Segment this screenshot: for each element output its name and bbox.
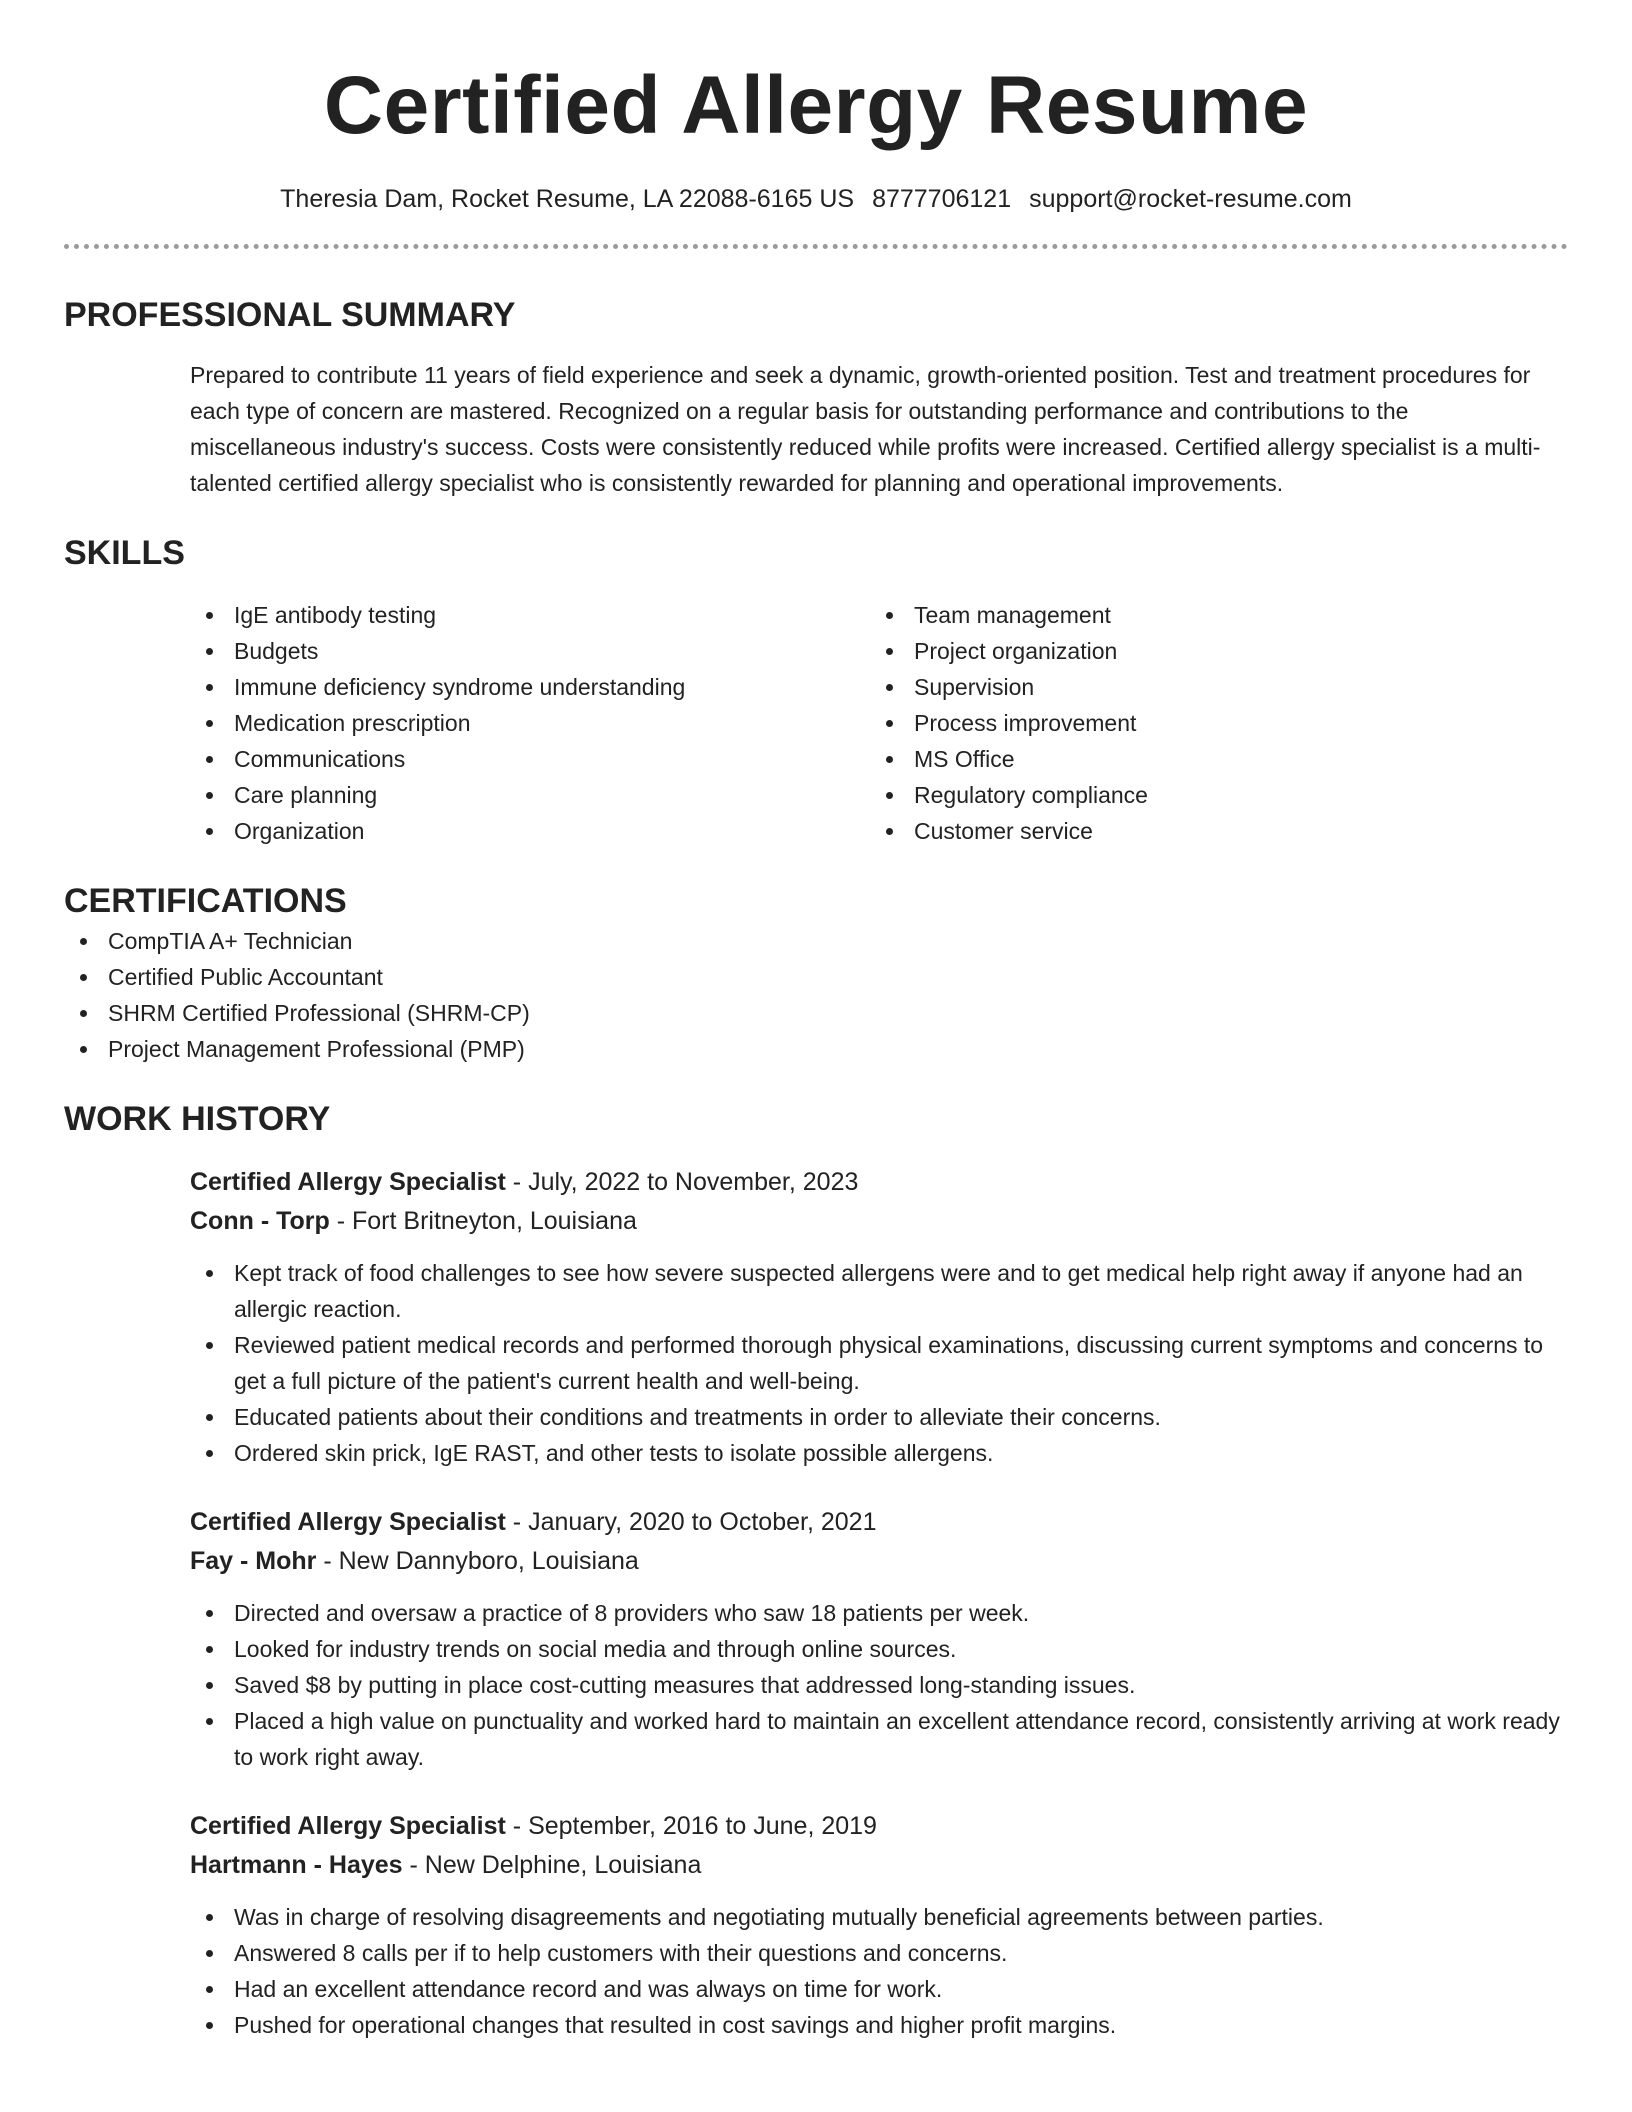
job-dates: September, 2016 to June, 2019 xyxy=(528,1812,877,1840)
certification-item: Certified Public Accountant xyxy=(64,959,1424,995)
skill-item: IgE antibody testing xyxy=(190,597,870,633)
job-duty: Looked for industry trends on social media and through online sources. xyxy=(190,1631,1560,1667)
job-title: Certified Allergy Specialist xyxy=(190,1168,506,1196)
summary-text: Prepared to contribute 11 years of field experience and seek a dynamic, growth-oriented position. Test and treatment procedures for each type of concern are mastered. Recognized on a regular basis for outstanding performance and contributions to the miscellaneous industry's success. Costs were consistently reduced while profits were increased. Certified allergy specialist is a multi-talented certified allergy specialist who is consistently rewarded for planning and operational improvements. xyxy=(190,362,1541,496)
job-duty: Educated patients about their conditions and treatments in order to alleviate their concerns. xyxy=(190,1399,1560,1435)
job-entry xyxy=(190,1163,1560,1471)
job-title: Certified Allergy Specialist xyxy=(190,1508,506,1536)
certification-item: CompTIA A+ Technician xyxy=(64,923,1424,959)
contact-line xyxy=(64,182,1568,216)
certification-item: Project Management Professional (PMP) xyxy=(64,1031,1424,1067)
skills-column-right xyxy=(870,597,1550,849)
job-location: New Delphine, Louisiana xyxy=(424,1851,702,1879)
resume-page xyxy=(64,0,1568,2043)
job-duty: Kept track of food challenges to see how severe suspected allergens were and to get medical help right away if anyone had an allergic reaction. xyxy=(190,1255,1560,1327)
job-title: Certified Allergy Specialist xyxy=(190,1812,506,1840)
contact-address: Theresia Dam, Rocket Resume, LA 22088-6165 US xyxy=(280,185,855,213)
skill-item: Care planning xyxy=(190,777,870,813)
job-entry xyxy=(190,1503,1560,1775)
work-history-heading: WORK HISTORY xyxy=(64,1100,331,1138)
job-company: Fay - Mohr xyxy=(190,1547,317,1575)
job-title-line: Certified Allergy Specialist - July, 2022 to November, 2023 xyxy=(190,1168,859,1196)
job-entry xyxy=(190,1807,1560,2043)
summary-heading: PROFESSIONAL SUMMARY xyxy=(64,296,516,334)
job-duty: Ordered skin prick, IgE RAST, and other tests to isolate possible allergens. xyxy=(190,1435,1560,1471)
contact-email: support@rocket-resume.com xyxy=(1029,185,1352,213)
job-title-line: Certified Allergy Specialist - September, 2016 to June, 2019 xyxy=(190,1812,877,1840)
job-duty: Was in charge of resolving disagreements and negotiating mutually beneficial agreements between parties. xyxy=(190,1899,1560,1935)
job-company-line: Hartmann - Hayes - New Delphine, Louisiana xyxy=(190,1851,702,1879)
skill-item: Supervision xyxy=(870,669,1550,705)
skill-item: Communications xyxy=(190,741,870,777)
job-duty: Had an excellent attendance record and was always on time for work. xyxy=(190,1971,1560,2007)
job-duty: Pushed for operational changes that resulted in cost savings and higher profit margins. xyxy=(190,2007,1560,2043)
job-company: Conn - Torp xyxy=(190,1207,330,1235)
contact-phone: 8777706121 xyxy=(872,185,1012,213)
header-divider xyxy=(64,244,1568,249)
skill-item: Budgets xyxy=(190,633,870,669)
skill-item: MS Office xyxy=(870,741,1550,777)
job-duties-list xyxy=(190,1255,1560,1471)
certification-item: SHRM Certified Professional (SHRM-CP) xyxy=(64,995,1424,1031)
skills-grid xyxy=(190,597,1550,849)
skill-item: Organization xyxy=(190,813,870,849)
job-duty: Directed and oversaw a practice of 8 providers who saw 18 patients per week. xyxy=(190,1595,1560,1631)
skills-list-right xyxy=(870,597,1550,849)
certifications-list xyxy=(64,923,1424,1067)
skill-item: Team management xyxy=(870,597,1550,633)
skill-item: Project organization xyxy=(870,633,1550,669)
resume-title: Certified Allergy Resume xyxy=(323,60,1309,151)
skill-item: Medication prescription xyxy=(190,705,870,741)
certifications-heading: CERTIFICATIONS xyxy=(64,882,347,920)
skills-column-left xyxy=(190,597,870,849)
job-location: Fort Britneyton, Louisiana xyxy=(352,1207,637,1235)
skill-item: Regulatory compliance xyxy=(870,777,1550,813)
job-title-line: Certified Allergy Specialist - January, 2020 to October, 2021 xyxy=(190,1508,877,1536)
skill-item: Process improvement xyxy=(870,705,1550,741)
job-duty: Saved $8 by putting in place cost-cutting measures that addressed long-standing issues. xyxy=(190,1667,1560,1703)
job-duty: Answered 8 calls per if to help customers with their questions and concerns. xyxy=(190,1935,1560,1971)
skills-list-left xyxy=(190,597,870,849)
job-company-line: Conn - Torp - Fort Britneyton, Louisiana xyxy=(190,1207,637,1235)
job-company-line: Fay - Mohr - New Dannyboro, Louisiana xyxy=(190,1547,639,1575)
job-duties-list xyxy=(190,1899,1560,2043)
job-duty: Reviewed patient medical records and performed thorough physical examinations, discussing current symptoms and concerns to get a full picture of the patient's current health and well-being. xyxy=(190,1327,1560,1399)
job-location: New Dannyboro, Louisiana xyxy=(338,1547,639,1575)
job-dates: July, 2022 to November, 2023 xyxy=(528,1168,859,1196)
skill-item: Immune deficiency syndrome understanding xyxy=(190,669,870,705)
skills-heading: SKILLS xyxy=(64,534,185,572)
job-duties-list xyxy=(190,1595,1560,1775)
job-duty: Placed a high value on punctuality and worked hard to maintain an excellent attendance record, consistently arriving at work ready to work right away. xyxy=(190,1703,1560,1775)
skill-item: Customer service xyxy=(870,813,1550,849)
job-dates: January, 2020 to October, 2021 xyxy=(528,1508,877,1536)
job-company: Hartmann - Hayes xyxy=(190,1851,403,1879)
